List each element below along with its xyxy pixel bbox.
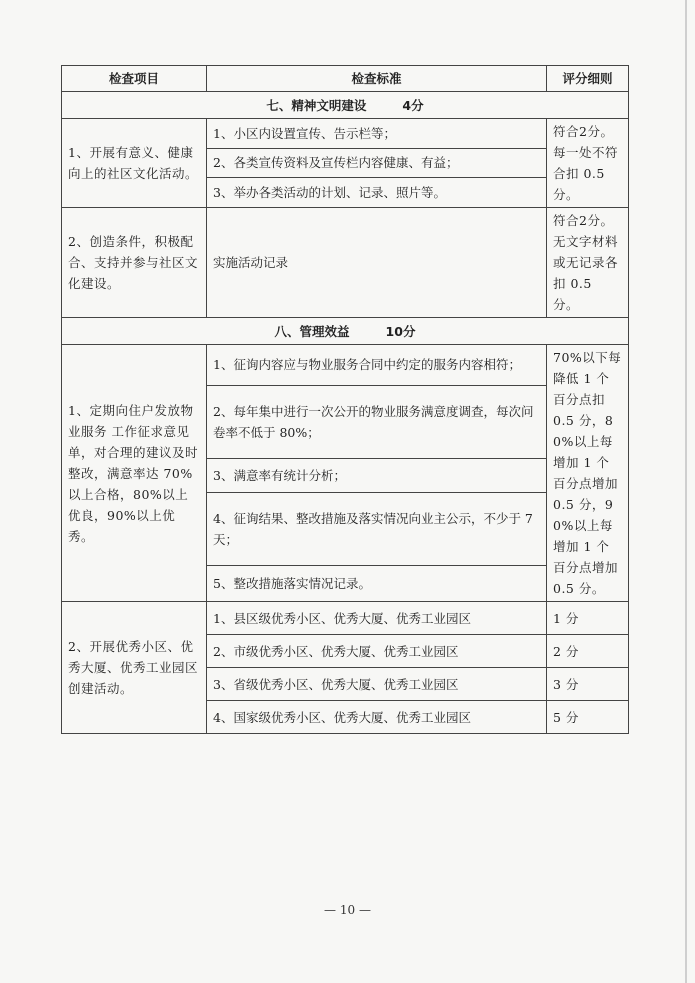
criteria-cell: 1、县区级优秀小区、优秀大厦、优秀工业园区: [207, 602, 547, 635]
criteria-cell: 5、整改措施落实情况记录。: [207, 566, 547, 602]
criteria-cell: 3、满意率有统计分析；: [207, 458, 547, 492]
criteria-cell: 3、省级优秀小区、优秀大厦、优秀工业园区: [207, 668, 547, 701]
criteria-cell: 2、每年集中进行一次公开的物业服务满意度调查，每次问卷率不低于 80%；: [207, 385, 547, 458]
table-row: [62, 119, 629, 149]
criteria-cell: 2、市级优秀小区、优秀大厦、优秀工业园区: [207, 635, 547, 668]
page-number: — 10 —: [324, 903, 371, 917]
score-cell: 70%以下每降低 1 个百分点扣 0.5 分，80%以上每增加 1 个百分点增加 0.5 分，90%以上每增加 1 个百分点增加 0.5 分。: [547, 345, 629, 602]
score-cell: 2 分: [547, 635, 629, 668]
header-criteria: 检查标准: [207, 66, 547, 92]
item-cell: 1、开展有意义、健康向上的社区文化活动。: [62, 119, 207, 208]
section-title: 七、精神文明建设: [266, 97, 367, 113]
header-item: 检查项目: [62, 66, 207, 92]
section-row: [62, 318, 629, 345]
criteria-cell: 2、各类宣传资料及宣传栏内容健康、有益；: [207, 148, 547, 178]
criteria-cell: 3、举办各类活动的计划、记录、照片等。: [207, 178, 547, 208]
score-cell: 符合2分。每一处不符合扣 0.5 分。: [547, 119, 629, 208]
criteria-cell: 实施活动记录: [207, 208, 547, 318]
criteria-cell: 1、小区内设置宣传、告示栏等；: [207, 119, 547, 149]
table-row: [62, 208, 629, 318]
score-cell: 符合2分。无文字材料或无记录各扣 0.5 分。: [547, 208, 629, 318]
criteria-cell: 4、国家级优秀小区、优秀大厦、优秀工业园区: [207, 701, 547, 734]
header-score: 评分细则: [547, 66, 629, 92]
score-cell: 5 分: [547, 701, 629, 734]
criteria-cell: 1、征询内容应与物业服务合同中约定的服务内容相符；: [207, 345, 547, 386]
table-row: [62, 602, 629, 635]
section-title: 八、管理效益: [274, 323, 350, 339]
criteria-cell: 4、征询结果、整改措施及落实情况向业主公示，不少于 7 天；: [207, 492, 547, 565]
inspection-table: [61, 65, 629, 734]
scan-edge: [685, 0, 687, 983]
item-cell: 1、定期向住户发放物业服务 工作征求意见单，对合理的建议及时整改，满意率达 70%以上合格，80%以上优良，90%以上优秀。: [62, 345, 207, 602]
section-points: 10分: [385, 323, 416, 339]
section-row: [62, 92, 629, 119]
section-title-cell: [62, 318, 629, 345]
section-title-cell: [62, 92, 629, 119]
score-cell: 3 分: [547, 668, 629, 701]
item-cell: 2、开展优秀小区、优秀大厦、优秀工业园区创建活动。: [62, 602, 207, 734]
header-row: [62, 66, 629, 92]
score-cell: 1 分: [547, 602, 629, 635]
table-row: [62, 345, 629, 386]
section-points: 4分: [402, 97, 424, 113]
item-cell: 2、创造条件，积极配合、支持并参与社区文化建设。: [62, 208, 207, 318]
